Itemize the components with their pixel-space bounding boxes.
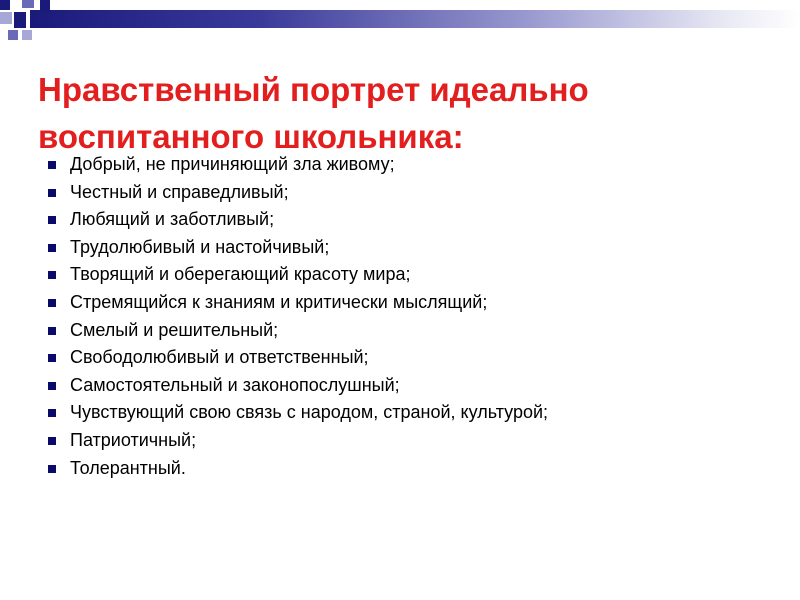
- bullet-square-icon: [48, 216, 56, 224]
- bullet-square-icon: [48, 437, 56, 445]
- header-square: [0, 12, 12, 24]
- bullet-square-icon: [48, 382, 56, 390]
- list-item-text: Смелый и решительный;: [70, 319, 279, 340]
- list-item-text: Честный и справедливый;: [70, 181, 289, 202]
- list-item: [48, 317, 548, 345]
- list-item: [48, 455, 548, 483]
- list-item-text: Чувствующий свою связь с народом, страной, культурой;: [70, 402, 549, 423]
- list-item: [48, 289, 548, 317]
- list-item-text: Творящий и оберегающий красоту мира;: [70, 264, 411, 285]
- header-gradient-bar: [30, 10, 800, 28]
- list-item: [48, 399, 548, 427]
- slide-title: Нравственный портрет идеально воспитанного школьника:: [38, 71, 589, 155]
- list-item: [48, 179, 548, 207]
- bullet-square-icon: [48, 189, 56, 197]
- list-item-text: Самостоятельный и законопослушный;: [70, 374, 400, 395]
- header-square: [22, 0, 34, 8]
- list-item: [48, 344, 548, 372]
- header-square: [22, 30, 32, 40]
- bullet-square-icon: [48, 465, 56, 473]
- header-square: [0, 0, 10, 10]
- list-item-text: Добрый, не причиняющий зла живому;: [70, 154, 395, 174]
- bullet-square-icon: [48, 354, 56, 362]
- list-item: [48, 261, 548, 289]
- bullet-square-icon: [48, 299, 56, 307]
- header-square: [40, 0, 50, 12]
- header-square: [14, 12, 26, 28]
- list-item-text: Патриотичный;: [70, 429, 197, 450]
- list-item: [48, 151, 548, 179]
- bullet-square-icon: [48, 409, 56, 417]
- list-item: [48, 372, 548, 400]
- bullet-list: [48, 151, 548, 482]
- list-item: [48, 234, 548, 262]
- list-item-text: Свободолюбивый и ответственный;: [70, 347, 369, 368]
- list-item-text: Стремящийся к знаниям и критически мыслящий;: [70, 291, 488, 312]
- list-item-text: Трудолюбивый и настойчивый;: [70, 236, 330, 257]
- bullet-square-icon: [48, 327, 56, 335]
- bullet-square-icon: [48, 244, 56, 252]
- list-item-text: Любящий и заботливый;: [70, 209, 275, 230]
- list-item-text: Толерантный.: [70, 457, 186, 478]
- bullet-square-icon: [48, 161, 56, 169]
- bullet-square-icon: [48, 271, 56, 279]
- header-square: [8, 30, 18, 40]
- list-item: [48, 427, 548, 455]
- list-item: [48, 206, 548, 234]
